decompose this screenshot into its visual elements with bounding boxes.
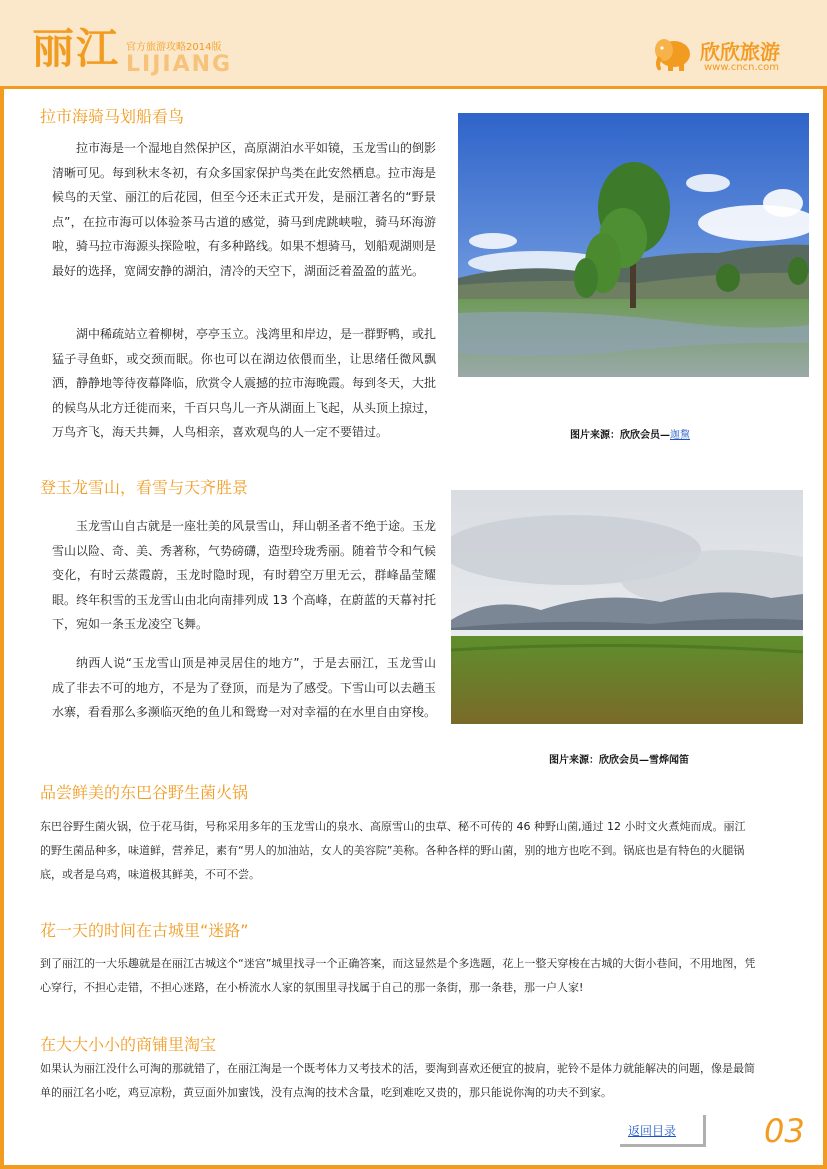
page-header: [0, 0, 827, 88]
back-to-contents: [620, 1115, 706, 1147]
lashihai-photo: [458, 113, 809, 377]
section-paragraph: 如果认为丽江没什么可淘的那就错了，在丽江淘是一个既考体力又考技术的活，要淘到喜欢还便宜的披肩，驼铃不是体力就能解决的问题，像是最简单的丽江名小吃，鸡豆凉粉，黄豆面外加蜜饯，没有点淘的技术含量，吃到难吃又贵的，那只能说你淘的功夫不到家。: [40, 1062, 755, 1099]
section-paragraph: 拉市海是一个湿地自然保护区，高原湖泊水平如镜，玉龙雪山的倒影清晰可见。每到秋末冬初，有众多国家保护鸟类在此安然栖息。拉市海是候鸟的天堂、丽江的后花园，但至今还未正式开发，是丽江著名的“野景点”，在拉市海可以体验茶马古道的感觉，骑马到虎跳峡啦，骑马环海游啦，骑马拉市海源头探险啦，有多种路线。如果不想骑马，划船观湖则是最好的选择，宽阔安静的湖泊，清冷的天空下，湖面泛着盈盈的蓝光。: [52, 141, 437, 278]
brand-logo: [652, 34, 802, 78]
page-number: 03: [764, 1112, 805, 1150]
brand-url: www.cncn.com: [704, 62, 780, 73]
section-paragraph: 玉龙雪山自古就是一座壮美的风景雪山，拜山朝圣者不绝于途。玉龙雪山以险、奇、美、秀著称，气势磅礴，造型玲珑秀丽。随着节令和气候变化，有时云蒸霞蔚，玉龙时隐时现，有时碧空万里无云，群峰晶莹耀眼。终年积雪的玉龙雪山由北向南排列成 13 个高峰，在蔚蓝的天幕衬托下，宛如一条玉龙凌空飞舞。: [52, 519, 437, 631]
elephant-icon: [652, 34, 694, 74]
section-paragraph: 纳西人说“玉龙雪山顶是神灵居住的地方”，于是去丽江，玉龙雪山成了非去不可的地方，不是为了登顶，而是为了感受。下雪山可以去趟玉水寨，看看那么多濒临灭绝的鱼儿和鸳鸯一对对幸福的在水里自由穿梭。: [52, 656, 437, 719]
logo-chinese: 丽江: [32, 24, 121, 73]
caption-author-link[interactable]: 迦黧: [670, 430, 690, 441]
header-divider: [0, 86, 827, 89]
section-paragraph: 东巴谷野生菌火锅，位于花马街，号称采用多年的玉龙雪山的泉水、高原雪山的虫草、秘不可传的 46 种野山菌,通过 12 小时文火煮炖而成。丽江的野生菌品种多，味道鲜，营养足，素有“男人的加油站，女人的美容院”美称。各种各样的野山菌，别的地方也吃不到。锅底也是有特色的火腿锅底，或者是乌鸡，味道极其鲜美，不可不尝。: [40, 820, 746, 881]
yulong-snow-mountain-photo: [451, 490, 803, 724]
logo-english: LIJIANG: [126, 52, 233, 77]
section-title-old-town: 花一天的时间在古城里“迷路”: [40, 921, 249, 940]
photo-caption-yulong: 图片来源：欣欣会员—雪烨闻笛: [549, 755, 689, 766]
section-title-hotpot: 品尝鲜美的东巴谷野生菌火锅: [40, 783, 249, 802]
section-paragraph: 到了丽江的一大乐趣就是在丽江古城这个“迷宫”城里找寻一个正确答案，而这显然是个多选题，花上一整天穿梭在古城的大街小巷间，不用地图，凭心穿行，不担心走错，不担心迷路，在小桥流水人家的氛围里寻找属于自己的那一条街，那一条巷，那一户人家!: [40, 957, 756, 994]
section-paragraph: 湖中稀疏站立着柳树，亭亭玉立。浅湾里和岸边，是一群野鸭，或扎猛子寻鱼虾，或交颈而眠。你也可以在湖边依偎而坐，让思绪任微风飘洒，静静地等待夜幕降临，欣赏令人震撼的拉市海晚霞。每到冬天，大批的候鸟从北方迁徙而来，千百只鸟儿一齐从湖面上飞起，从头顶上掠过，万鸟齐飞，海天共舞，人鸟相亲，喜欢观鸟的人一定不要错过。: [52, 327, 437, 439]
caption-prefix: 图片来源：欣欣会员—: [570, 430, 670, 441]
logo-subtitle: 官方旅游攻略2014版: [126, 42, 222, 53]
photo-caption-lashihai: [570, 426, 690, 441]
section-title-yulong: 登玉龙雪山，看雪与天齐胜景: [40, 478, 249, 497]
section-title-shopping: 在大大小小的商铺里淘宝: [40, 1035, 217, 1054]
brand-name: 欣欣旅游: [700, 40, 780, 64]
section-title-lashihai: 拉市海骑马划船看鸟: [40, 107, 185, 126]
back-to-contents-link[interactable]: 返回目录: [628, 1124, 677, 1138]
